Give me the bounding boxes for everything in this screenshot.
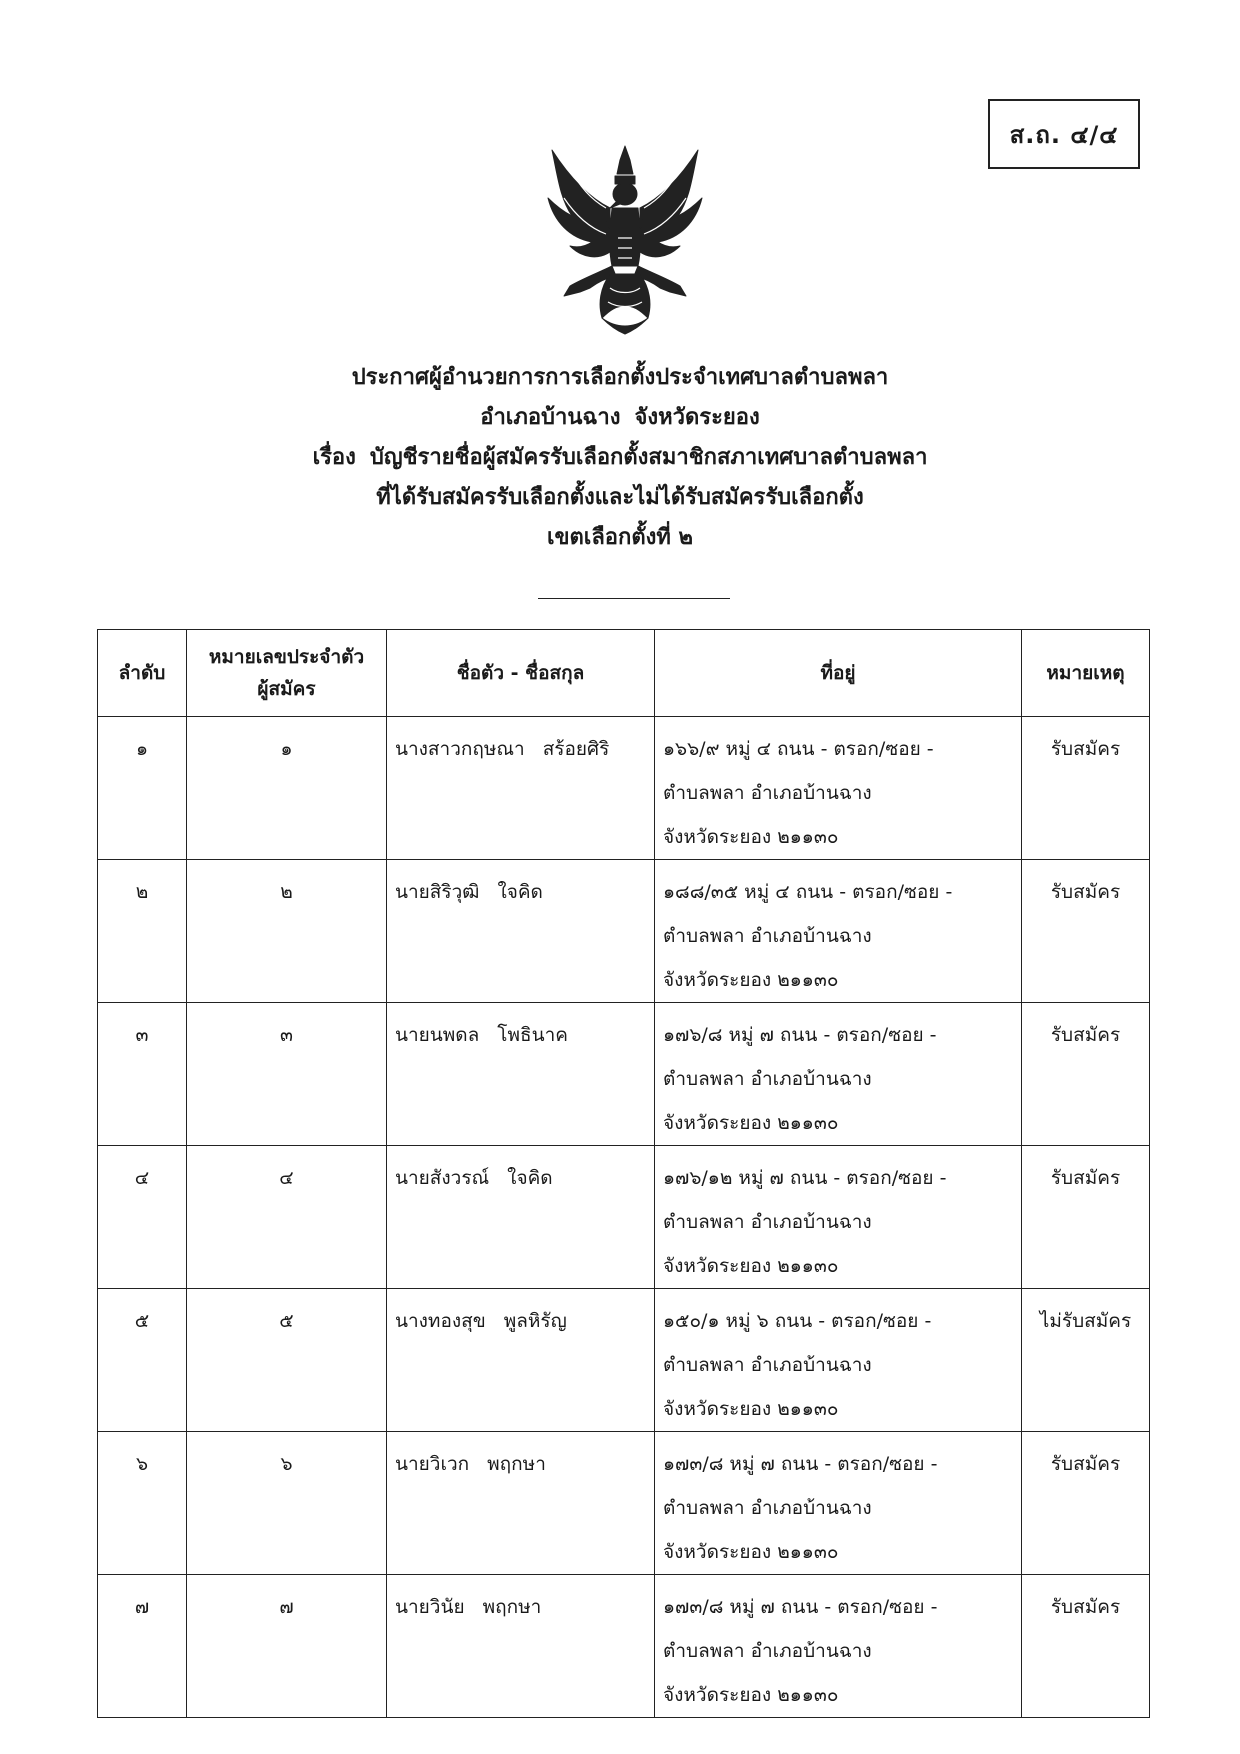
header-candidate-number: หมายเลขประจำตัว ผู้สมัคร — [187, 630, 387, 717]
heading-line-4: ที่ได้รับสมัครรับเลือกตั้งและไม่ได้รับสมัครรับเลือกตั้ง — [376, 485, 864, 510]
table-header-row — [98, 630, 1150, 717]
heading-line-2 — [0, 398, 1240, 438]
heading-divider — [538, 598, 730, 599]
cell-remark: รับสมัคร — [1022, 1575, 1150, 1718]
cell-order: ๑ — [98, 717, 187, 860]
cell-name: นางทองสุข พูลหิรัญ — [387, 1289, 655, 1432]
form-code-box — [988, 99, 1140, 169]
cell-address: ๑๗๓/๘ หมู่ ๗ ถนน - ตรอก/ซอย - ตำบลพลา อำเภอบ้านฉาง จังหวัดระยอง ๒๑๑๓๐ — [655, 1575, 1022, 1718]
cell-name: นายสิริวุฒิ ใจคิด — [387, 860, 655, 1003]
cell-candidate-number: ๔ — [187, 1146, 387, 1289]
cell-remark: รับสมัคร — [1022, 717, 1150, 860]
garuda-emblem-icon — [540, 138, 710, 338]
cell-order: ๕ — [98, 1289, 187, 1432]
table-row — [98, 1289, 1150, 1432]
cell-name: นางสาวกฤษณา สร้อยศิริ — [387, 717, 655, 860]
table-row — [98, 1146, 1150, 1289]
cell-order: ๒ — [98, 860, 187, 1003]
cell-name: นายวิเวก พฤกษา — [387, 1432, 655, 1575]
cell-remark: รับสมัคร — [1022, 1146, 1150, 1289]
heading-subject-prefix: เรื่อง — [312, 445, 356, 470]
cell-order: ๗ — [98, 1575, 187, 1718]
cell-name: นายวินัย พฤกษา — [387, 1575, 655, 1718]
heading-line-3 — [0, 438, 1240, 478]
cell-order: ๓ — [98, 1003, 187, 1146]
heading-line-5: เขตเลือกตั้งที่ ๒ — [546, 525, 694, 550]
heading-district: อำเภอบ้านฉาง — [480, 405, 621, 430]
cell-remark: รับสมัคร — [1022, 1432, 1150, 1575]
header-remark: หมายเหตุ — [1022, 630, 1150, 717]
table-row — [98, 1432, 1150, 1575]
header-address: ที่อยู่ — [655, 630, 1022, 717]
cell-candidate-number: ๑ — [187, 717, 387, 860]
cell-candidate-number: ๖ — [187, 1432, 387, 1575]
candidate-table — [97, 629, 1150, 1718]
cell-name: นายนพดล โพธินาค — [387, 1003, 655, 1146]
cell-address: ๑๖๖/๙ หมู่ ๔ ถนน - ตรอก/ซอย - ตำบลพลา อำเภอบ้านฉาง จังหวัดระยอง ๒๑๑๓๐ — [655, 717, 1022, 860]
cell-address: ๑๕๐/๑ หมู่ ๖ ถนน - ตรอก/ซอย - ตำบลพลา อำเภอบ้านฉาง จังหวัดระยอง ๒๑๑๓๐ — [655, 1289, 1022, 1432]
header-order: ลำดับ — [98, 630, 187, 717]
cell-address: ๑๗๖/๘ หมู่ ๗ ถนน - ตรอก/ซอย - ตำบลพลา อำเภอบ้านฉาง จังหวัดระยอง ๒๑๑๓๐ — [655, 1003, 1022, 1146]
header-name: ชื่อตัว - ชื่อสกุล — [387, 630, 655, 717]
table-row — [98, 717, 1150, 860]
table-row — [98, 1575, 1150, 1718]
announcement-heading — [0, 358, 1240, 558]
cell-order: ๔ — [98, 1146, 187, 1289]
cell-candidate-number: ๒ — [187, 860, 387, 1003]
cell-address: ๑๗๖/๑๒ หมู่ ๗ ถนน - ตรอก/ซอย - ตำบลพลา อำเภอบ้านฉาง จังหวัดระยอง ๒๑๑๓๐ — [655, 1146, 1022, 1289]
cell-candidate-number: ๗ — [187, 1575, 387, 1718]
cell-candidate-number: ๓ — [187, 1003, 387, 1146]
table-row — [98, 860, 1150, 1003]
heading-line-1: ประกาศผู้อำนวยการการเลือกตั้งประจำเทศบาลตำบลพลา — [351, 365, 889, 390]
heading-province: จังหวัดระยอง — [634, 405, 760, 430]
form-code: ส.ถ. ๔/๔ — [1009, 120, 1119, 149]
cell-order: ๖ — [98, 1432, 187, 1575]
cell-candidate-number: ๕ — [187, 1289, 387, 1432]
cell-remark: รับสมัคร — [1022, 860, 1150, 1003]
cell-name: นายสังวรณ์ ใจคิด — [387, 1146, 655, 1289]
cell-remark: รับสมัคร — [1022, 1003, 1150, 1146]
cell-address: ๑๗๓/๘ หมู่ ๗ ถนน - ตรอก/ซอย - ตำบลพลา อำเภอบ้านฉาง จังหวัดระยอง ๒๑๑๓๐ — [655, 1432, 1022, 1575]
cell-remark: ไม่รับสมัคร — [1022, 1289, 1150, 1432]
heading-subject: บัญชีรายชื่อผู้สมัครรับเลือกตั้งสมาชิกสภาเทศบาลตำบลพลา — [369, 445, 928, 470]
cell-address: ๑๘๘/๓๕ หมู่ ๔ ถนน - ตรอก/ซอย - ตำบลพลา อำเภอบ้านฉาง จังหวัดระยอง ๒๑๑๓๐ — [655, 860, 1022, 1003]
table-row — [98, 1003, 1150, 1146]
